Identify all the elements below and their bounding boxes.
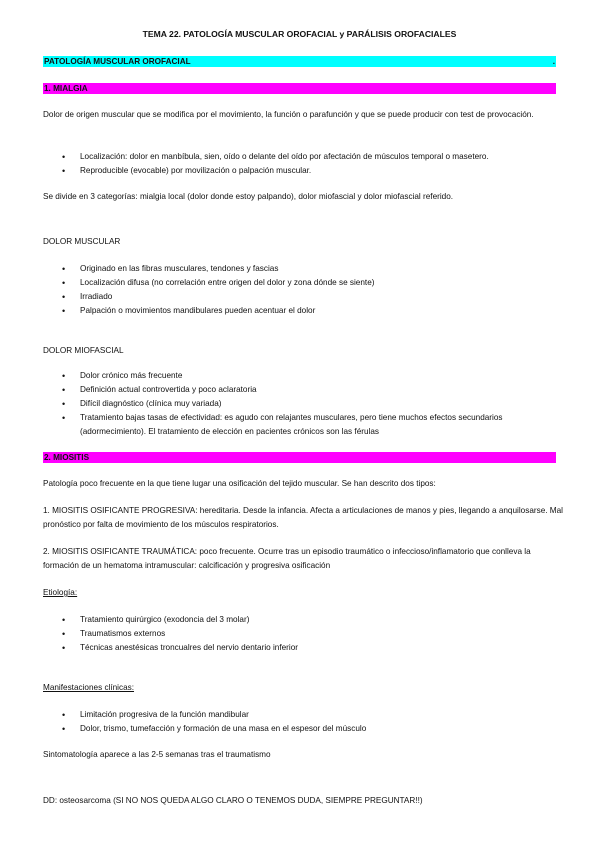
dolor-muscular-heading: DOLOR MUSCULAR (43, 237, 121, 246)
list-item: • Palpación o movimientos mandibulares pueden acentuar el dolor (62, 304, 562, 318)
differential-diagnosis: DD: osteosarcoma (SI NO NOS QUEDA ALGO CLARO O TENEMOS DUDA, SIEMPRE PREGUNTAR!!) (43, 796, 423, 805)
list-item: • Limitación progresiva de la función mandibular (62, 708, 562, 722)
dolor-muscular-bullets (62, 262, 562, 318)
dolor-miofascial-heading: DOLOR MIOFASCIAL (43, 346, 124, 355)
section-heading-main-label: PATOLOGÍA MUSCULAR OROFACIAL (44, 57, 191, 66)
miositis-type-2: 2. MIOSITIS OSIFICANTE TRAUMÁTICA: poco frecuente. Ocurre tras un episodio traumático o infeccioso/inflamatorio que conlleva la formación de un hematoma intramuscular: calcificación y progresiva osificación (43, 547, 531, 570)
miositis-type-1: 1. MIOSITIS OSIFICANTE PROGRESIVA: hereditaria. Desde la infancia. Afecta a articulaciones de manos y pies, llegando a anquilosarse. Mal pronóstico por falta de movimiento de los músculos respiratorios. (43, 506, 563, 529)
page-title: TEMA 22. PATOLOGÍA MUSCULAR OROFACIAL y PARÁLISIS OROFACIALES (142, 29, 457, 39)
section-heading-main (43, 56, 556, 67)
list-item: • Localización: dolor en manbíbula, sien, oído o delante del oído por afectación de músculos temporal o masetero. (62, 150, 562, 164)
list-item: • Localización difusa (no correlación entre origen del dolor y zona dónde se siente) (62, 276, 562, 290)
sintomatologia-text: Sintomatología aparece a las 2-5 semanas tras el traumatismo (43, 750, 271, 759)
list-item: • Tratamiento quirúrgico (exodoncia del 3 molar) (62, 613, 562, 627)
list-item: • Técnicas anestésicas troncualres del nervio dentario inferior (62, 641, 562, 655)
section-heading-miositis: 2. MIOSITIS (43, 452, 556, 463)
list-item: • Dolor crónico más frecuente (62, 369, 562, 383)
list-item: • Reproducible (evocable) por movilización o palpación muscular. (62, 164, 562, 178)
section-heading-mialgia: 1. MIALGIA (43, 83, 556, 94)
list-item: • Definición actual controvertida y poco aclaratoria (62, 383, 562, 397)
etiologia-heading: Etiología: (43, 588, 78, 597)
mialgia-bullets (62, 150, 562, 178)
mialgia-categories: Se divide en 3 categorías: mialgia local (dolor donde estoy palpando), dolor miofascial y dolor miofascial referido. (43, 192, 454, 201)
list-item: • Irradiado (62, 290, 562, 304)
etiologia-bullets (62, 613, 562, 655)
list-item: • Traumatismos externos (62, 627, 562, 641)
dolor-miofascial-bullets (62, 369, 562, 439)
list-item: • Tratamiento bajas tasas de efectividad: es agudo con relajantes musculares, pero tiene muchos efectos secundarios (adormecimiento). El tratamiento de elección en pacientes crónicos son las férulas (62, 411, 562, 439)
list-item: • Dolor, trismo, tumefacción y formación de una masa en el espesor del músculo (62, 722, 562, 736)
section-heading-main-dot: . (552, 57, 555, 66)
list-item: • Difícil diagnóstico (clínica muy variada) (62, 397, 562, 411)
manifestaciones-bullets (62, 708, 562, 736)
list-item: • Originado en las fibras musculares, tendones y fascias (62, 262, 562, 276)
manifestaciones-heading: Manifestaciones clínicas: (43, 683, 135, 692)
mialgia-intro: Dolor de origen muscular que se modifica por el movimiento, la función o parafunción y que se puede producir con test de provocación. (43, 110, 534, 119)
miositis-intro: Patología poco frecuente en la que tiene lugar una osificación del tejido muscular. Se han descrito dos tipos: (43, 479, 436, 488)
